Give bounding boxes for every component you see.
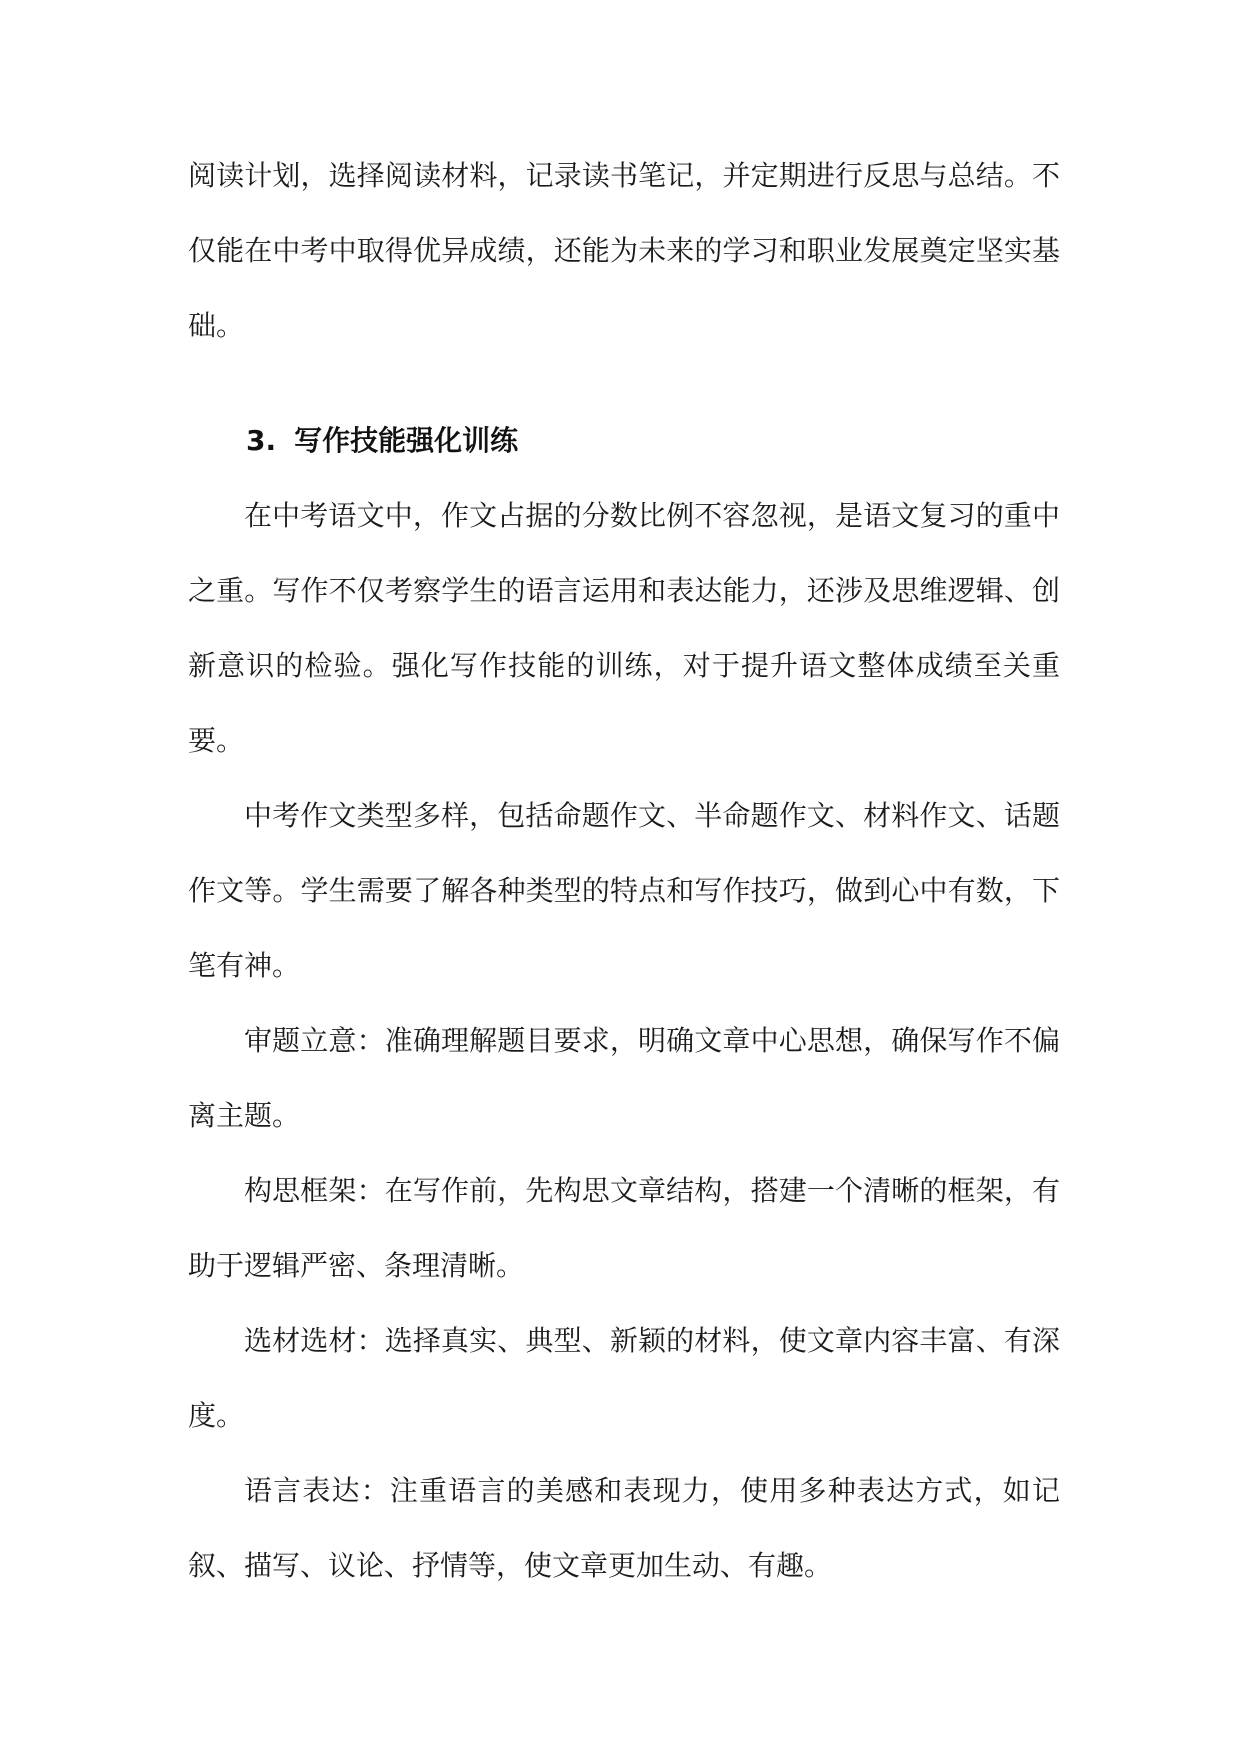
section-number: 3. xyxy=(246,424,277,457)
body-paragraph-intro: 在中考语文中，作文占据的分数比例不容忽视，是语文复习的重中之重。写作不仅考察学生的语言运用和表达能力，还涉及思维逻辑、创新意识的检验。强化写作技能的训练，对于提升语文整体成绩至关重要。 xyxy=(188,499,1060,757)
body-paragraph-material: 选材选材：选择真实、典型、新颖的材料，使文章内容丰富、有深度。 xyxy=(188,1324,1060,1432)
document-body xyxy=(188,138,1060,1603)
body-paragraph-language: 语言表达：注重语言的美感和表现力，使用多种表达方式，如记叙、描写、议论、抒情等，使文章更加生动、有趣。 xyxy=(188,1474,1060,1582)
body-paragraph-structure: 构思框架：在写作前，先构思文章结构，搭建一个清晰的框架，有助于逻辑严密、条理清晰。 xyxy=(188,1174,1060,1282)
body-paragraph-topic: 审题立意：准确理解题目要求，明确文章中心思想，确保写作不偏离主题。 xyxy=(188,1024,1060,1132)
body-paragraph-types: 中考作文类型多样，包括命题作文、半命题作文、材料作文、话题作文等。学生需要了解各种类型的特点和写作技巧，做到心中有数，下笔有神。 xyxy=(188,799,1060,982)
section-title: 写作技能强化训练 xyxy=(294,424,519,457)
section-heading xyxy=(188,403,1060,478)
continuation-paragraph: 阅读计划，选择阅读材料，记录读书笔记，并定期进行反思与总结。不仅能在中考中取得优异成绩，还能为未来的学习和职业发展奠定坚实基础。 xyxy=(188,159,1060,342)
